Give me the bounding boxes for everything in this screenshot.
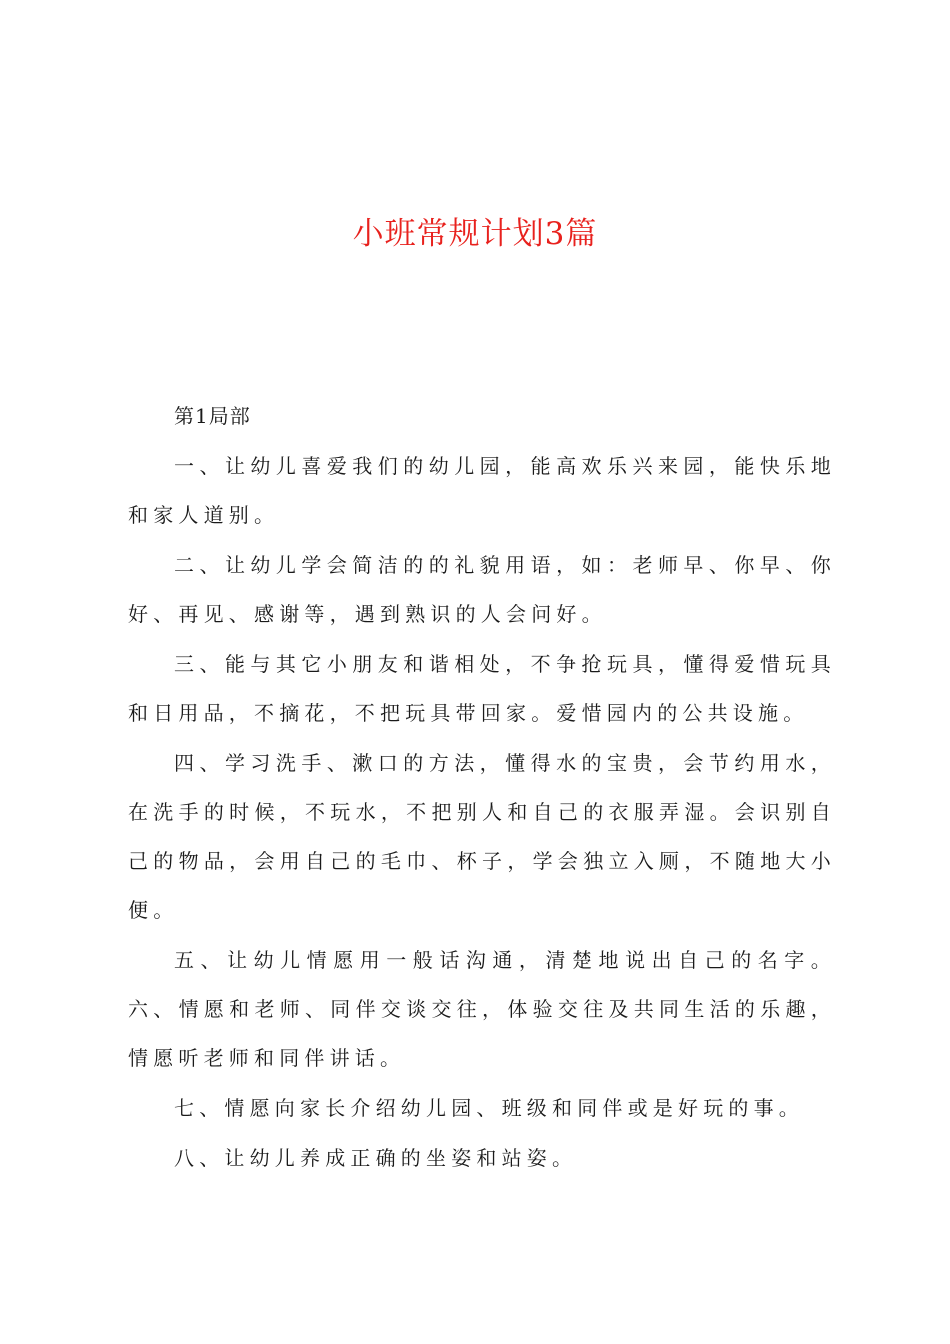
paragraph-3: 三、能与其它小朋友和谐相处，不争抢玩具，懂得爱惜玩具和日用品，不摘花，不把玩具带回家。爱惜园内的公共设施。: [128, 652, 836, 725]
paragraph-7: 八、让幼儿养成正确的坐姿和站姿。: [174, 1146, 578, 1170]
paragraph-2: 二、让幼儿学会简洁的的礼貌用语，如：老师早、你早、你好、再见、感谢等，遇到熟识的人会问好。: [128, 553, 836, 626]
document-body: [128, 392, 836, 1184]
paragraph-5: 五、让幼儿情愿用一般话沟通，清楚地说出自己的名字。六、情愿和老师、同伴交谈交往，体验交往及共同生活的乐趣，情愿听老师和同伴讲话。: [128, 948, 836, 1070]
paragraph-1: 一、让幼儿喜爱我们的幼儿园，能高欢乐兴来园，能快乐地和家人道别。: [128, 454, 836, 527]
document-title: 小班常规计划3篇: [352, 216, 598, 252]
paragraph-4: 四、学习洗手、漱口的方法，懂得水的宝贵，会节约用水，在洗手的时候，不玩水，不把别人和自己的衣服弄湿。会识别自己的物品，会用自己的毛巾、杯子，学会独立入厕，不随地大小便。: [128, 751, 836, 922]
section-heading: 第1局部: [174, 404, 251, 428]
paragraph-6: 七、情愿向家长介绍幼儿园、班级和同伴或是好玩的事。: [174, 1096, 804, 1120]
